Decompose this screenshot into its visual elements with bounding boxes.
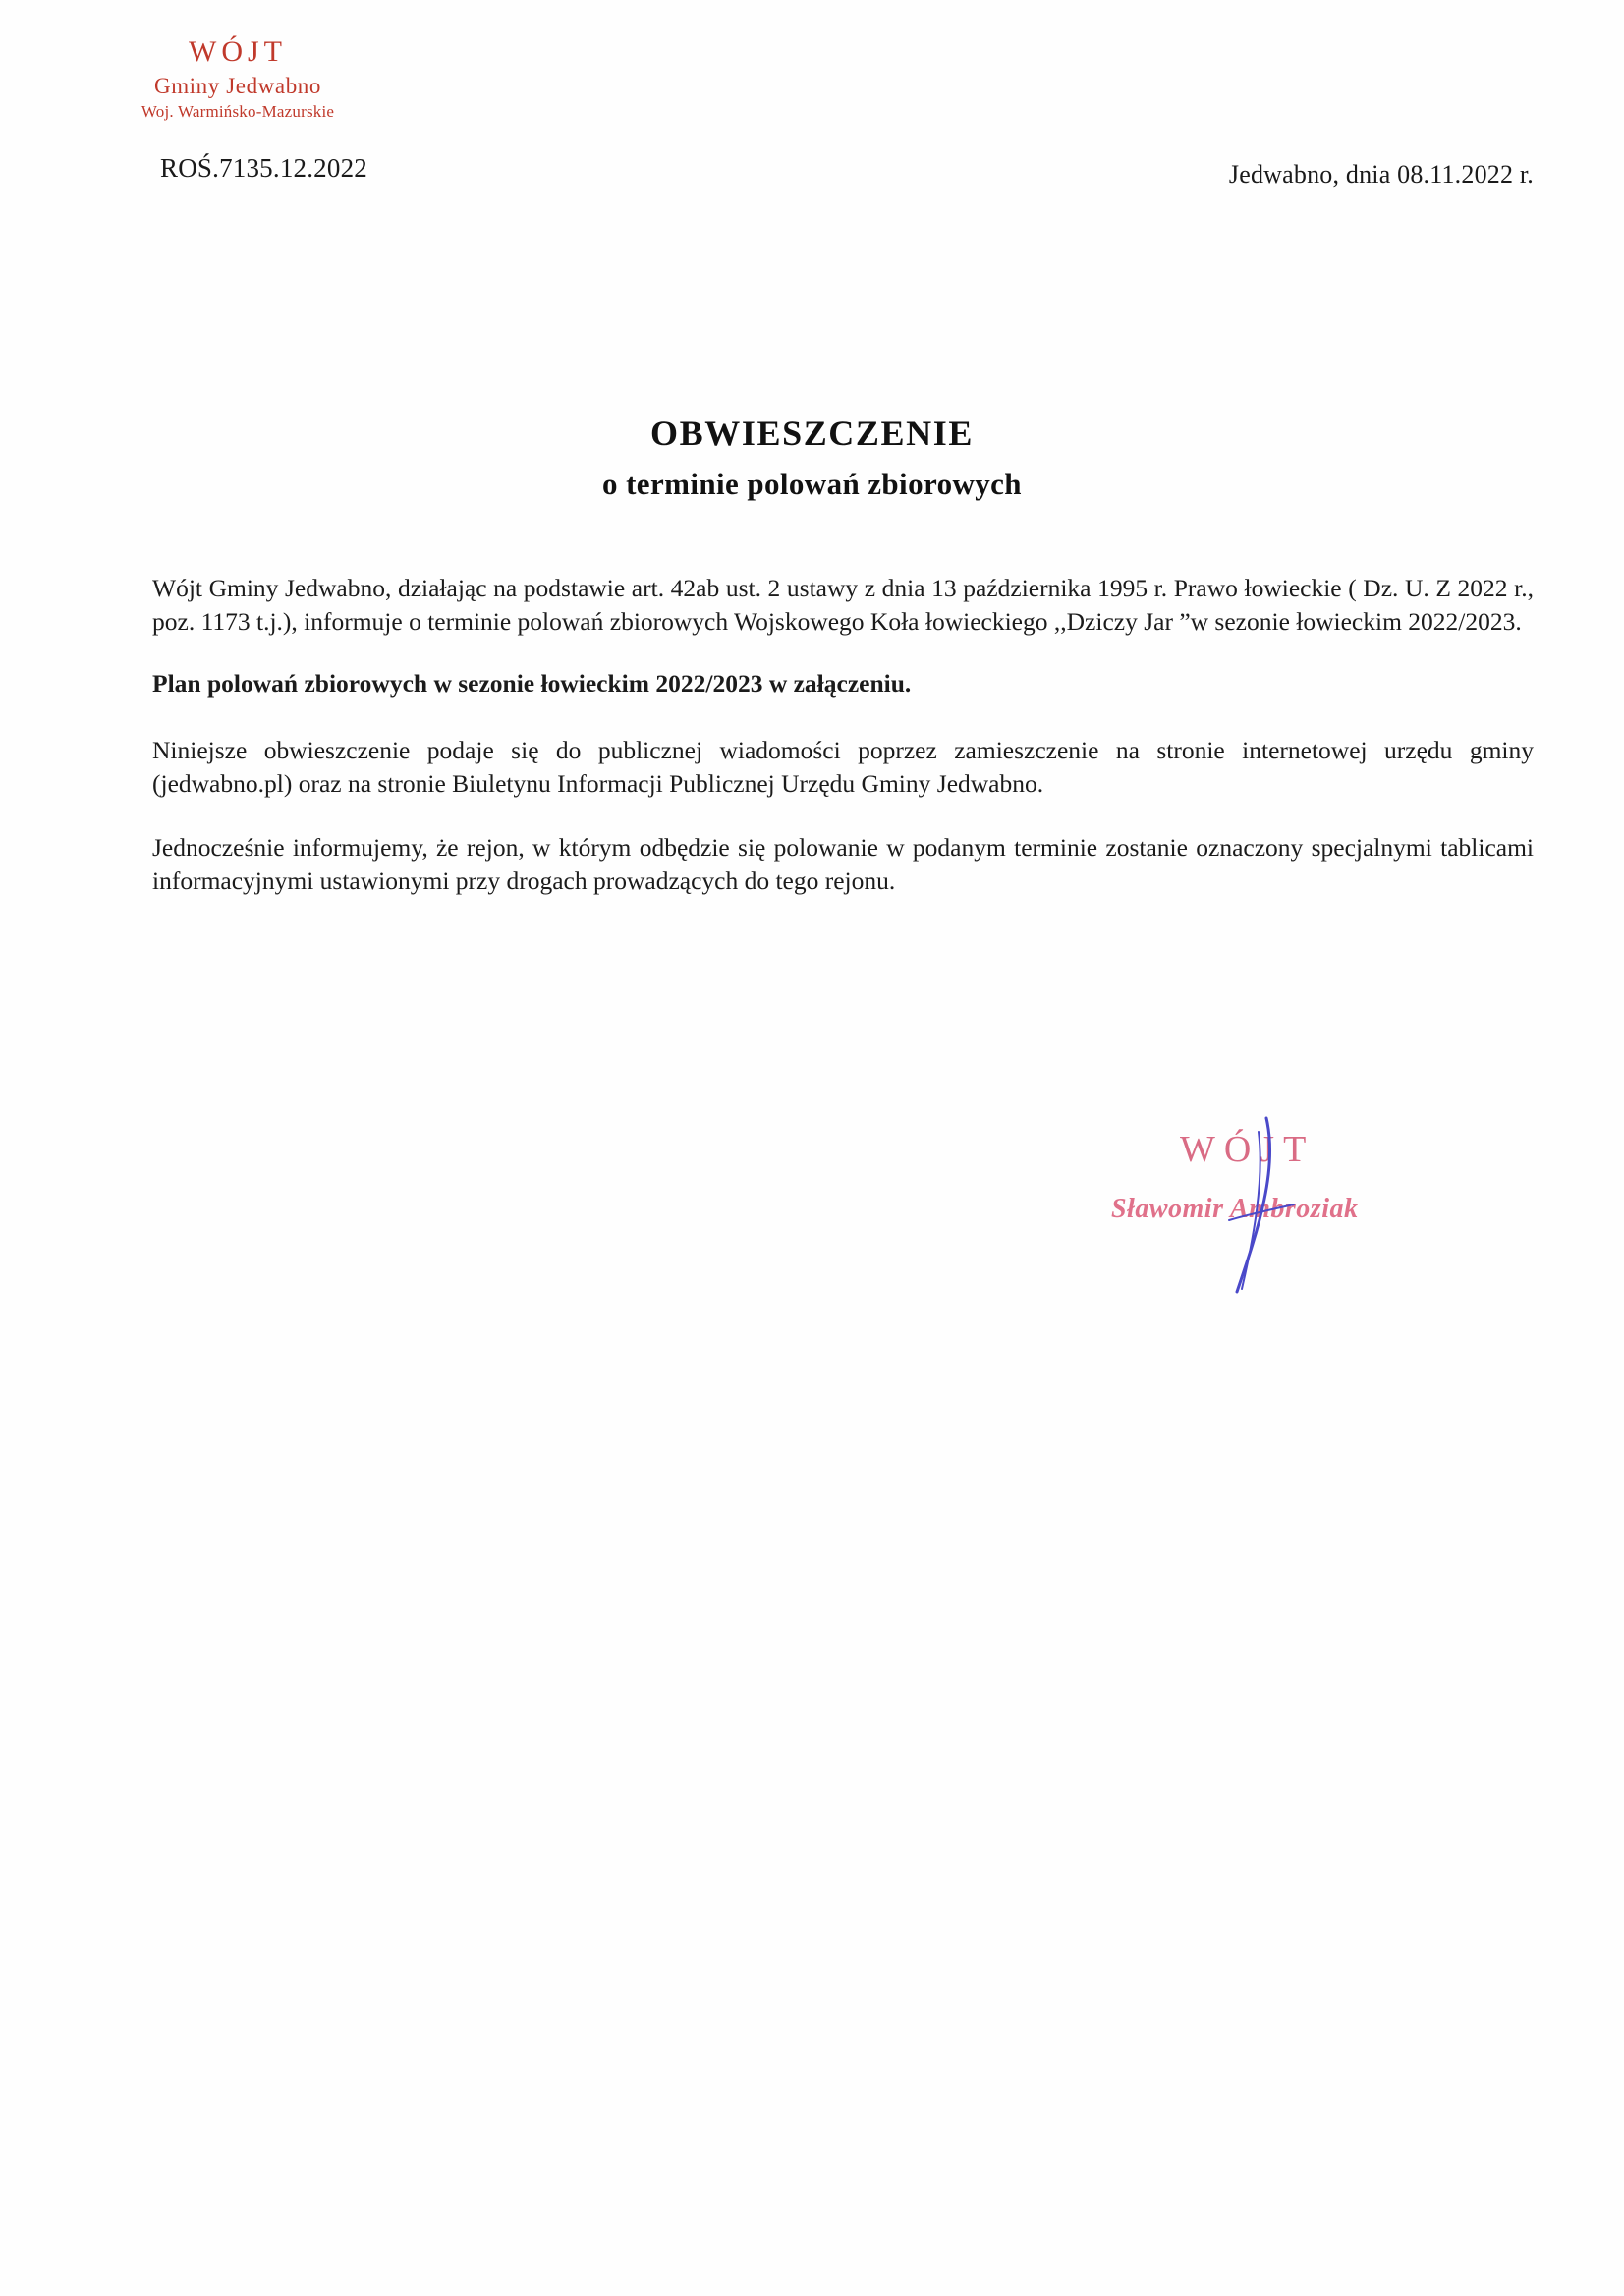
page-subtitle: o terminie polowań zbiorowych [602, 467, 1022, 501]
letterhead-voivodeship: Woj. Warmińsko-Mazurskie [140, 102, 335, 122]
letterhead-municipality: Gminy Jedwabno [153, 73, 322, 98]
signature-name: Sławomir Ambroziak [1111, 1194, 1359, 1224]
paragraph-plan-attachment: Plan polowań zbiorowych w sezonie łowieckim 2022/2023 w załączeniu. [152, 669, 912, 699]
signature-title: WÓJT [1180, 1129, 1316, 1170]
letterhead [90, 33, 385, 123]
page-title: OBWIESZCZENIE [650, 414, 974, 453]
reference-number: ROŚ.7135.12.2022 [160, 153, 367, 183]
document-body [152, 572, 1534, 927]
title-block [0, 413, 1624, 502]
paragraph-legal-basis: Wójt Gminy Jedwabno, działając na podstawie art. 42ab ust. 2 ustawy z dnia 13 października 1995 r. Prawo łowieckie ( Dz. U. Z 2022 r., poz. 1173 t.j.), informuje o terminie polowań zbiorowych Wojskowego Koła łowieckiego ,,Dziczy Jar ”w sezonie łowieckim 2022/2023. [152, 574, 1534, 636]
paragraph-publication: Niniejsze obwieszczenie podaje się do publicznej wiadomości poprzez zamieszczenie na stronie internetowej urzędu gminy (jedwabno.pl) oraz na stronie Biuletynu Informacji Publicznej Urzędu Gminy Jedwabno. [152, 735, 1534, 798]
signature-block [1111, 1110, 1534, 1307]
letterhead-title: WÓJT [189, 35, 287, 68]
paragraph-signage: Jednocześnie informujemy, że rejon, w którym odbędzie się polowanie w podanym terminie zostanie oznaczony specjalnymi tablicami informacyjnymi ustawionymi przy drogach prowadzących do tego rejonu. [152, 833, 1534, 895]
place-and-date: Jedwabno, dnia 08.11.2022 r. [1228, 160, 1534, 189]
